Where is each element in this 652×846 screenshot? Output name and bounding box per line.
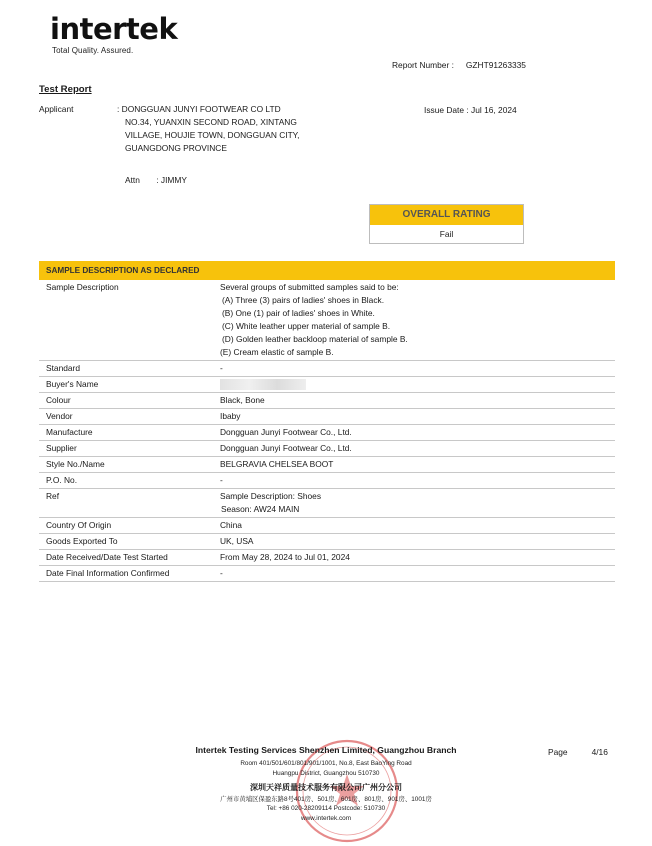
value-line: (C) White leather upper material of sample B. — [222, 321, 391, 331]
table-row — [39, 393, 615, 409]
table-row — [39, 377, 615, 393]
value-line: Sample Description: Shoes — [220, 491, 322, 501]
redacted-buyer-name — [220, 379, 306, 390]
footer-company: Intertek Testing Services Shenzhen Limited, Guangzhou Branch — [195, 745, 457, 755]
value-line: (E) Cream elastic of sample B. — [220, 347, 334, 357]
row-value: Black, Bone — [213, 393, 615, 409]
table-row — [39, 425, 615, 441]
report-number-label: Report Number : — [392, 60, 454, 70]
value-line: (B) One (1) pair of ladies' shoes in White. — [222, 308, 375, 318]
report-number-value: GZHT91263335 — [465, 60, 526, 70]
page-label: Page — [548, 747, 568, 757]
report-number — [392, 59, 526, 72]
attn-value: : JIMMY — [156, 175, 187, 185]
row-value: UK, USA — [213, 534, 615, 550]
page-title: Test Report — [39, 84, 92, 95]
issue-date — [424, 104, 517, 117]
table-row — [39, 550, 615, 566]
value-line: Several groups of submitted samples said to be: — [220, 282, 399, 292]
row-label: P.O. No. — [39, 473, 213, 489]
row-label: Supplier — [39, 441, 213, 457]
footer-website: www.intertek.com — [300, 815, 352, 822]
intertek-logo: intertek — [50, 12, 178, 46]
applicant-line: NO.34, YUANXIN SECOND ROAD, XINTANG — [125, 117, 297, 127]
table-row — [39, 489, 615, 518]
footer-chinese-company: 深圳天祥质量技术服务有限公司广州分公司 — [250, 783, 402, 792]
row-value: Dongguan Junyi Footwear Co., Ltd. — [213, 441, 615, 457]
row-label: Manufacture — [39, 425, 213, 441]
table-row — [39, 409, 615, 425]
sample-section-title: SAMPLE DESCRIPTION AS DECLARED — [39, 261, 615, 280]
table-row — [39, 457, 615, 473]
overall-rating-heading: OVERALL RATING — [370, 205, 523, 225]
row-label: Ref — [39, 489, 213, 518]
row-value: - — [213, 566, 615, 582]
footer-tel: Tel: +86 020-28209114 Postcode: 510730 — [266, 805, 386, 812]
value-line: (D) Golden leather backloop material of sample B. — [222, 334, 408, 344]
row-value: Dongguan Junyi Footwear Co., Ltd. — [213, 425, 615, 441]
row-label: Date Final Information Confirmed — [39, 566, 213, 582]
table-row — [39, 473, 615, 489]
table-row — [39, 518, 615, 534]
row-label: Buyer's Name — [39, 377, 213, 393]
overall-rating-value: Fail — [439, 229, 454, 239]
row-value: Ibaby — [213, 409, 615, 425]
overall-rating-box — [369, 204, 524, 244]
row-value: China — [213, 518, 615, 534]
issue-date-value: Jul 16, 2024 — [471, 105, 517, 115]
attn-label: Attn — [125, 175, 140, 185]
table-row — [39, 566, 615, 582]
applicant-label: Applicant — [39, 104, 74, 114]
page-indicator — [548, 747, 608, 757]
applicant-address — [117, 103, 357, 155]
issue-date-label: Issue Date : — [424, 105, 469, 115]
page-number: 4/16 — [591, 747, 608, 757]
footer-address-line: Huangpu District, Guangzhou 510730 — [272, 770, 380, 777]
footer-address-line: Room 401/501/601/801/901/1001, No.8, East BaoYing Road — [240, 760, 412, 767]
row-value — [213, 489, 615, 518]
row-value: - — [213, 473, 615, 489]
row-label: Goods Exported To — [39, 534, 213, 550]
row-label: Sample Description — [39, 280, 213, 361]
row-value: - — [213, 361, 615, 377]
sample-details-table — [39, 280, 615, 582]
row-label: Standard — [39, 361, 213, 377]
row-value — [213, 377, 615, 393]
row-label: Vendor — [39, 409, 213, 425]
row-value: BELGRAVIA CHELSEA BOOT — [213, 457, 615, 473]
row-value — [213, 280, 615, 361]
applicant-line: VILLAGE, HOUJIE TOWN, DONGGUAN CITY, — [125, 130, 300, 140]
footer-chinese-address: 广州市黄埔区保盈东路8号401房、501房、601房、801房、901房、1001房 — [220, 796, 432, 803]
value-line: Season: AW24 MAIN — [221, 504, 300, 514]
row-label: Country Of Origin — [39, 518, 213, 534]
row-label: Colour — [39, 393, 213, 409]
applicant-line: : DONGGUAN JUNYI FOOTWEAR CO LTD — [117, 104, 281, 114]
logo-tagline: Total Quality. Assured. — [52, 46, 134, 55]
row-label: Date Received/Date Test Started — [39, 550, 213, 566]
applicant-line: GUANGDONG PROVINCE — [125, 143, 227, 153]
table-row — [39, 361, 615, 377]
value-line: (A) Three (3) pairs of ladies' shoes in Black. — [222, 295, 385, 305]
table-row — [39, 534, 615, 550]
table-row — [39, 441, 615, 457]
table-row — [39, 280, 615, 361]
row-value: From May 28, 2024 to Jul 01, 2024 — [213, 550, 615, 566]
attn — [125, 174, 187, 187]
row-label: Style No./Name — [39, 457, 213, 473]
